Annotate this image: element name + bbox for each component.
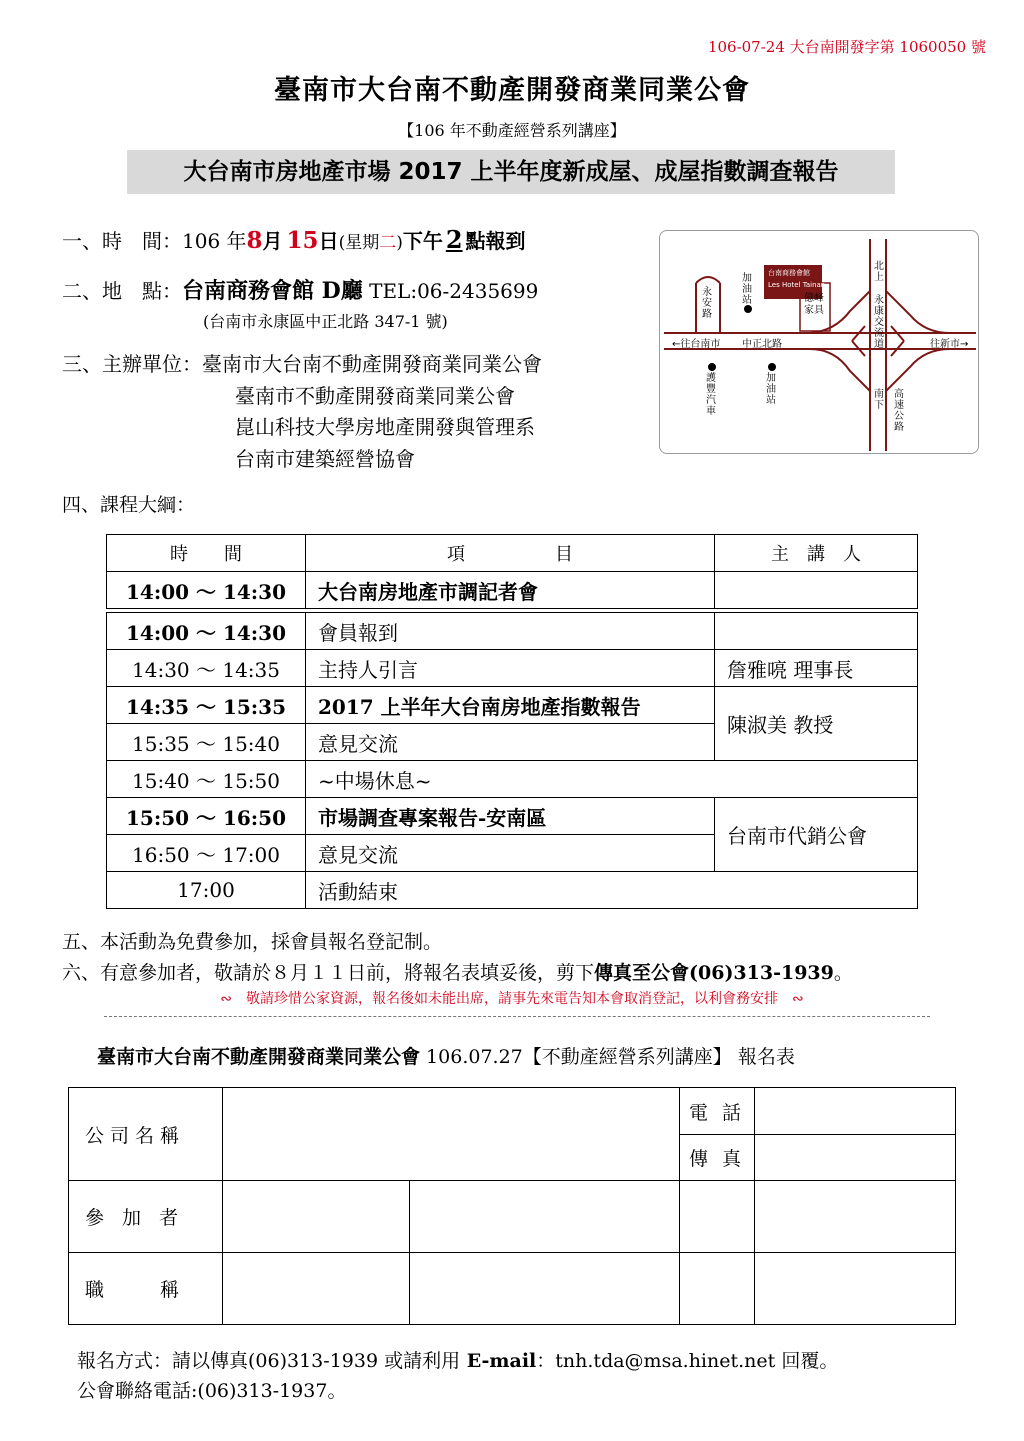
schedule-table xyxy=(106,534,918,909)
map-gas-station-1: 加油站 xyxy=(742,273,752,306)
cut-line xyxy=(104,1016,930,1017)
schedule-row xyxy=(107,572,918,609)
organizers-label: 三、主辦單位： xyxy=(62,352,202,376)
map-gas-station-2: 加油站 xyxy=(766,373,776,406)
document-number: 106-07-24 大台南開發字第 1060050 號 xyxy=(707,38,986,56)
swirl-left-icon: ∾ xyxy=(220,991,232,1007)
header-speaker: 主 講 人 xyxy=(715,535,918,572)
weekday: 二 xyxy=(379,233,397,253)
row-speaker: 陳淑美 教授 xyxy=(715,687,918,761)
participant-field-4[interactable] xyxy=(755,1181,956,1253)
fax-field[interactable] xyxy=(755,1135,956,1181)
map-to-tainan: ←往台南市 xyxy=(672,339,721,350)
schedule-row xyxy=(107,872,918,909)
weekday-post: ) xyxy=(396,233,403,253)
map-north: 北上 xyxy=(874,261,884,283)
organizers-line xyxy=(62,348,542,377)
form-title-date: 106.07.27 xyxy=(420,1046,523,1068)
signup-text: 報名方式：請以傳真(06)313-1939 或請利用 xyxy=(77,1350,461,1372)
registration-form xyxy=(68,1087,956,1325)
row-item: 意見交流 xyxy=(306,724,715,761)
time-month-unit: 月 xyxy=(262,229,283,253)
row-time: 15:40 ～ 15:50 xyxy=(107,761,306,798)
contact-phone: 公會聯絡電話:(06)313-1937。 xyxy=(77,1380,347,1402)
map-hufeng-auto: 護豐汽車 xyxy=(706,373,716,417)
organization-title: 臺南市大台南不動產開發商業同業公會 xyxy=(274,75,750,106)
company-field[interactable] xyxy=(223,1088,680,1181)
job-title-field-2[interactable] xyxy=(410,1253,680,1325)
swirl-right-icon: ∾ xyxy=(792,991,804,1007)
tel-field[interactable] xyxy=(755,1088,956,1135)
row-item: 大台南房地產市調記者會 xyxy=(306,572,715,609)
participant-field-2[interactable] xyxy=(410,1181,680,1253)
report-title: 大台南市房地產市場 2017 上半年度新成屋、成屋指數調查報告 xyxy=(127,150,895,194)
row-speaker: 台南市代銷公會 xyxy=(715,798,918,872)
organizer-1: 臺南市大台南不動產開發商業同業公會 xyxy=(202,352,542,376)
time-year: 106 年 xyxy=(182,229,247,253)
signup-method xyxy=(77,1346,838,1373)
row-item: 會員報到 xyxy=(306,613,715,650)
row-item: 主持人引言 xyxy=(306,650,715,687)
row-time: 16:50 ～ 17:00 xyxy=(107,835,306,872)
outline-label: 四、課程大綱： xyxy=(62,494,196,516)
note-free-admission: 五、本活動為免費參加，採會員報名登記制。 xyxy=(62,931,443,953)
header-time: 時 間 xyxy=(107,535,306,572)
note6-text: 六、有意參加者，敬請於８月１１日前，將報名表填妥後，剪下 xyxy=(62,962,595,984)
time-month: 8 xyxy=(246,227,263,254)
time-label: 一、時 間： xyxy=(62,229,182,253)
time-day-unit: 日 xyxy=(318,229,339,253)
weekday-pre: (星期 xyxy=(338,233,380,253)
participant-label: 參 加 者 xyxy=(69,1181,223,1253)
time-line xyxy=(62,225,526,254)
row-speaker xyxy=(715,572,918,609)
schedule-row xyxy=(107,798,918,835)
arrival-hour: 2 xyxy=(445,225,463,254)
venue-address: (台南市永康區中正北路 347-1 號) xyxy=(203,312,448,331)
venue: 台南商務會館 D廳 xyxy=(182,278,363,304)
cancellation-text: 敬請珍惜公家資源，報名後如未能出席，請事先來電告知本會取消登記，以利會務安排 xyxy=(246,991,778,1007)
organizer-2: 臺南市不動產開發商業同業公會 xyxy=(235,384,515,408)
job-title-field-3[interactable] xyxy=(680,1253,755,1325)
row-item: 意見交流 xyxy=(306,835,715,872)
schedule-row xyxy=(107,650,918,687)
row-speaker: 詹雅喨 理事長 xyxy=(715,650,918,687)
time-day: 15 xyxy=(286,227,319,254)
schedule-header xyxy=(107,535,918,572)
fax-label: 傳 真 xyxy=(680,1135,755,1181)
email-address[interactable]: ：tnh.tda@msa.hinet.net 回覆。 xyxy=(536,1350,839,1372)
tel-label: 電 話 xyxy=(680,1088,755,1135)
schedule-row xyxy=(107,613,918,650)
participant-field-1[interactable] xyxy=(223,1181,410,1253)
location-map xyxy=(659,230,979,454)
row-time: 14:00 ～ 14:30 xyxy=(107,613,306,650)
map-hotel-name-en: Les Hotel Tainan xyxy=(768,281,826,289)
job-title-field-4[interactable] xyxy=(755,1253,956,1325)
map-yongan-road: 永安路 xyxy=(702,287,712,320)
place-line xyxy=(62,274,538,305)
job-title-label: 職 稱 xyxy=(69,1253,223,1325)
row-item: 活動結束 xyxy=(306,872,918,909)
row-time: 17:00 xyxy=(107,872,306,909)
schedule-row xyxy=(107,687,918,724)
venue-tel: TEL:06-2435699 xyxy=(362,279,539,303)
arrival-pre: 下午 xyxy=(402,229,443,253)
row-speaker xyxy=(715,613,918,650)
participant-field-3[interactable] xyxy=(680,1181,755,1253)
form-title-series: 【不動產經營系列講座】 xyxy=(522,1046,732,1068)
row-item: 市場調查專案報告-安南區 xyxy=(306,798,715,835)
job-title-field-1[interactable] xyxy=(223,1253,410,1325)
form-title xyxy=(97,1042,795,1069)
schedule-row xyxy=(107,761,918,798)
place-label: 二、地 點： xyxy=(62,279,182,303)
cancellation-notice xyxy=(0,988,1024,1008)
form-title-org: 臺南市大台南不動產開發商業同業公會 xyxy=(97,1046,421,1068)
header-item: 項 目 xyxy=(306,535,715,572)
map-yongkang-ic: 永康交流道 xyxy=(874,295,884,350)
map-zhongzheng-road: 中正北路 xyxy=(742,339,782,350)
map-hotel-name: 台南商務會館 xyxy=(768,269,810,277)
row-time: 15:35 ～ 15:40 xyxy=(107,724,306,761)
row-time: 14:30 ～ 14:35 xyxy=(107,650,306,687)
organizer-3: 崑山科技大學房地產開發與管理系 xyxy=(235,415,535,439)
organizer-4: 台南市建築經營協會 xyxy=(235,447,415,471)
row-time: 14:00 ～ 14:30 xyxy=(107,572,306,609)
company-label: 公司名稱 xyxy=(69,1088,223,1181)
series-label: 【106 年不動產經營系列講座】 xyxy=(398,121,626,140)
map-to-xinshi: 往新市→ xyxy=(930,339,969,350)
arrival-post: 點報到 xyxy=(465,229,526,253)
email-label: E-mail xyxy=(460,1350,537,1372)
row-time: 15:50 ～ 16:50 xyxy=(107,798,306,835)
row-time: 14:35 ～ 15:35 xyxy=(107,687,306,724)
row-item: ~中場休息~ xyxy=(306,761,918,798)
map-south: 南下 xyxy=(874,389,884,411)
note6-fax: 傳真至公會(06)313-1939 xyxy=(594,962,834,984)
form-title-tail: 報名表 xyxy=(731,1046,795,1068)
note6-end: 。 xyxy=(833,962,853,984)
note-registration xyxy=(62,958,853,985)
map-furniture: 億峰家具 xyxy=(804,293,824,316)
row-item: 2017 上半年大台南房地產指數報告 xyxy=(306,687,715,724)
map-freeway: 高速公路 xyxy=(894,389,904,433)
